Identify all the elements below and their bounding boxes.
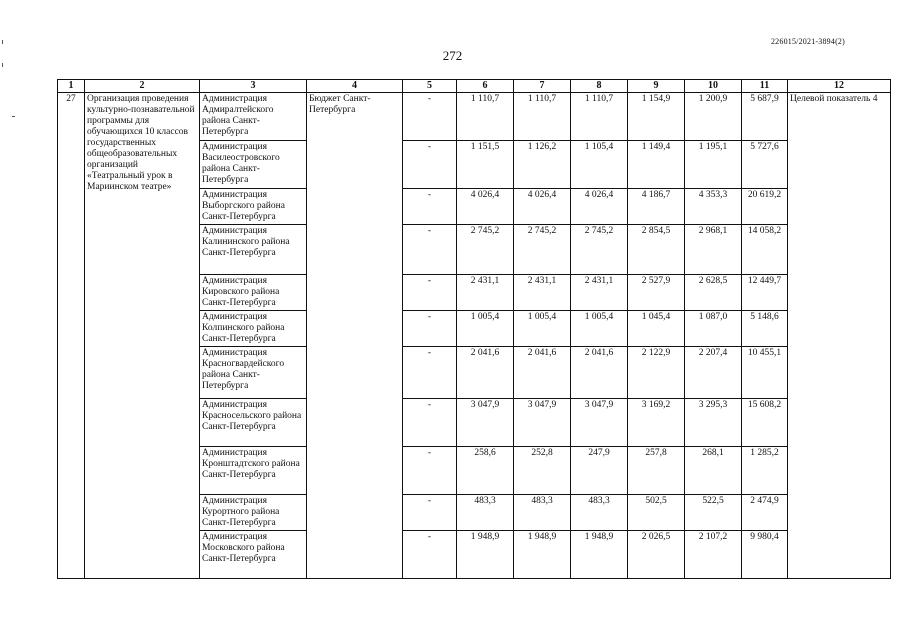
executor-cell: Администрация Красносельского района Санкт-Петербурга	[200, 399, 307, 447]
value-cell-7: 2 431,1	[514, 275, 571, 311]
budget-table	[57, 79, 891, 579]
value-cell-11: 9 980,4	[742, 531, 788, 579]
column-5-cell: -	[403, 495, 457, 531]
value-cell-11: 14 058,2	[742, 225, 788, 275]
value-cell-11: 5 727,6	[742, 141, 788, 189]
column-5-cell: -	[403, 225, 457, 275]
executor-cell: Администрация Кронштадтского района Санкт-Петербурга	[200, 447, 307, 495]
column-5-cell: -	[403, 311, 457, 347]
value-cell-8: 2 431,1	[571, 275, 628, 311]
value-cell-10: 522,5	[685, 495, 742, 531]
value-cell-9: 2 527,9	[628, 275, 685, 311]
value-cell-9: 502,5	[628, 495, 685, 531]
value-cell-9: 4 186,7	[628, 189, 685, 225]
value-cell-6: 2 745,2	[457, 225, 514, 275]
executor-cell: Администрация Красногвардейского района Санкт-Петербурга	[200, 347, 307, 399]
column-header-10: 10	[685, 80, 742, 93]
column-5-cell: -	[403, 275, 457, 311]
executor-cell: Администрация Василеостровского района Санкт-Петербурга	[200, 141, 307, 189]
column-5-cell: -	[403, 447, 457, 495]
executor-cell: Администрация Курортного района Санкт-Петербурга	[200, 495, 307, 531]
value-cell-6: 483,3	[457, 495, 514, 531]
value-cell-11: 15 608,2	[742, 399, 788, 447]
value-cell-9: 257,8	[628, 447, 685, 495]
value-cell-7: 1 126,2	[514, 141, 571, 189]
value-cell-10: 1 200,9	[685, 93, 742, 141]
document-number: 226015/2021-3894(2)	[770, 37, 845, 46]
value-cell-10: 2 628,5	[685, 275, 742, 311]
value-cell-10: 2 207,4	[685, 347, 742, 399]
value-cell-7: 1 005,4	[514, 311, 571, 347]
value-cell-8: 1 105,4	[571, 141, 628, 189]
value-cell-9: 2 026,5	[628, 531, 685, 579]
executor-cell: Администрация Выборгского района Санкт-Петербурга	[200, 189, 307, 225]
value-cell-10: 1 087,0	[685, 311, 742, 347]
column-header-6: 6	[457, 80, 514, 93]
value-cell-6: 1 948,9	[457, 531, 514, 579]
column-header-1: 1	[58, 80, 85, 93]
value-cell-10: 4 353,3	[685, 189, 742, 225]
value-cell-6: 2 041,6	[457, 347, 514, 399]
value-cell-11: 2 474,9	[742, 495, 788, 531]
value-cell-9: 2 854,5	[628, 225, 685, 275]
column-header-7: 7	[514, 80, 571, 93]
value-cell-8: 1 005,4	[571, 311, 628, 347]
value-cell-7: 3 047,9	[514, 399, 571, 447]
column-header-3: 3	[200, 80, 307, 93]
value-cell-8: 2 041,6	[571, 347, 628, 399]
executor-cell: Администрация Калининского района Санкт-Петербурга	[200, 225, 307, 275]
value-cell-10: 2 107,2	[685, 531, 742, 579]
value-cell-6: 4 026,4	[457, 189, 514, 225]
column-5-cell: -	[403, 399, 457, 447]
value-cell-8: 1 948,9	[571, 531, 628, 579]
value-cell-10: 1 195,1	[685, 141, 742, 189]
activity-cell: Организация проведения культурно-познавательной программы для обучающихся 10 классов государственных общеобразовательных организаций «Театральный урок в Мариинском театре»	[85, 93, 200, 579]
value-cell-7: 1 948,9	[514, 531, 571, 579]
value-cell-11: 5 687,9	[742, 93, 788, 141]
column-5-cell: -	[403, 141, 457, 189]
value-cell-6: 2 431,1	[457, 275, 514, 311]
value-cell-8: 2 745,2	[571, 225, 628, 275]
funding-source-cell: Бюджет Санкт-Петербурга	[307, 93, 403, 579]
column-header-2: 2	[85, 80, 200, 93]
value-cell-8: 483,3	[571, 495, 628, 531]
value-cell-7: 483,3	[514, 495, 571, 531]
column-header-5: 5	[403, 80, 457, 93]
table-body	[58, 93, 891, 579]
value-cell-9: 1 154,9	[628, 93, 685, 141]
scan-mark	[12, 116, 15, 117]
executor-cell: Администрация Адмиралтейского района Санкт-Петербурга	[200, 93, 307, 141]
executor-cell: Администрация Колпинского района Санкт-Петербурга	[200, 311, 307, 347]
value-cell-6: 3 047,9	[457, 399, 514, 447]
value-cell-10: 3 295,3	[685, 399, 742, 447]
executor-cell: Администрация Кировского района Санкт-Петербурга	[200, 275, 307, 311]
column-5-cell: -	[403, 531, 457, 579]
value-cell-11: 10 455,1	[742, 347, 788, 399]
page-number: 272	[442, 48, 463, 63]
value-cell-9: 3 169,2	[628, 399, 685, 447]
column-5-cell: -	[403, 189, 457, 225]
row-number-cell: 27	[58, 93, 85, 579]
value-cell-6: 1 005,4	[457, 311, 514, 347]
value-cell-7: 1 110,7	[514, 93, 571, 141]
value-cell-9: 1 045,4	[628, 311, 685, 347]
value-cell-10: 268,1	[685, 447, 742, 495]
scan-mark	[2, 40, 3, 44]
value-cell-11: 20 619,2	[742, 189, 788, 225]
column-number-row	[58, 80, 891, 93]
value-cell-11: 5 148,6	[742, 311, 788, 347]
value-cell-7: 2 041,6	[514, 347, 571, 399]
column-header-12: 12	[788, 80, 891, 93]
column-header-4: 4	[307, 80, 403, 93]
value-cell-6: 258,6	[457, 447, 514, 495]
indicator-cell: Целевой показатель 4	[788, 93, 891, 579]
value-cell-11: 12 449,7	[742, 275, 788, 311]
value-cell-9: 1 149,4	[628, 141, 685, 189]
column-header-8: 8	[571, 80, 628, 93]
table-row	[58, 93, 891, 141]
value-cell-6: 1 110,7	[457, 93, 514, 141]
value-cell-7: 2 745,2	[514, 225, 571, 275]
value-cell-7: 252,8	[514, 447, 571, 495]
column-5-cell: -	[403, 347, 457, 399]
value-cell-8: 1 110,7	[571, 93, 628, 141]
column-5-cell: -	[403, 93, 457, 141]
executor-cell: Администрация Московского района Санкт-Петербурга	[200, 531, 307, 579]
value-cell-11: 1 285,2	[742, 447, 788, 495]
value-cell-8: 4 026,4	[571, 189, 628, 225]
value-cell-8: 3 047,9	[571, 399, 628, 447]
value-cell-9: 2 122,9	[628, 347, 685, 399]
value-cell-10: 2 968,1	[685, 225, 742, 275]
column-header-9: 9	[628, 80, 685, 93]
value-cell-7: 4 026,4	[514, 189, 571, 225]
value-cell-6: 1 151,5	[457, 141, 514, 189]
column-header-11: 11	[742, 80, 788, 93]
value-cell-8: 247,9	[571, 447, 628, 495]
